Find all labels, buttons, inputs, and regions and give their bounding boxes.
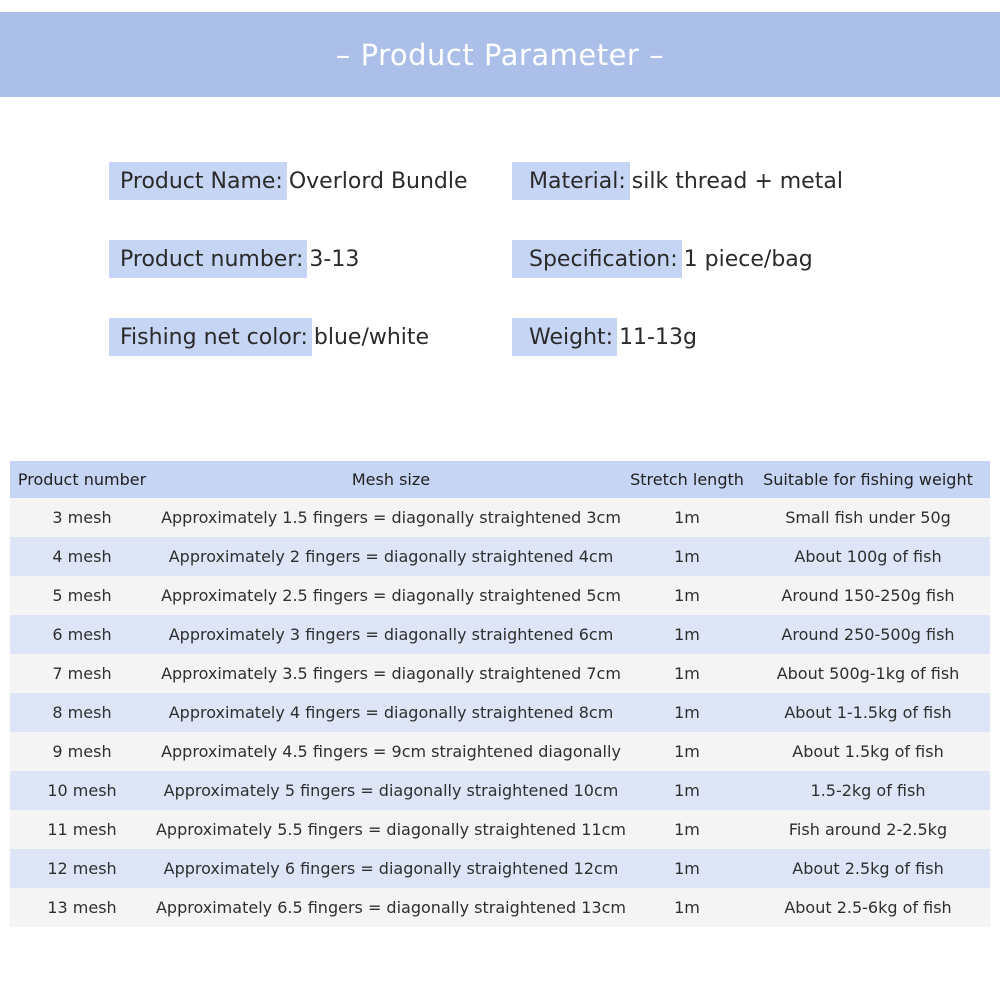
table-cell: 1.5-2kg of fish <box>746 771 990 810</box>
table-row <box>10 732 990 771</box>
table-cell: Fish around 2-2.5kg <box>746 810 990 849</box>
param-label: Weight: <box>512 318 617 356</box>
param-value: blue/white <box>313 324 430 350</box>
table-row <box>10 576 990 615</box>
param-weight <box>512 318 697 356</box>
param-specification <box>512 240 813 278</box>
table-cell: 12 mesh <box>10 849 154 888</box>
table-cell: 9 mesh <box>10 732 154 771</box>
column-header: Product number <box>10 461 154 498</box>
param-label: Material: <box>512 162 630 200</box>
column-header: Stretch length <box>628 461 746 498</box>
param-value: 11-13g <box>619 324 697 350</box>
table-cell: 1m <box>628 732 746 771</box>
table-cell: Around 150-250g fish <box>746 576 990 615</box>
table-cell: Approximately 2.5 fingers = diagonally straightened 5cm <box>154 576 628 615</box>
table-row <box>10 654 990 693</box>
table-row <box>10 693 990 732</box>
table-cell: 8 mesh <box>10 693 154 732</box>
param-value: 1 piece/bag <box>683 246 813 272</box>
table-row <box>10 771 990 810</box>
table-cell: 5 mesh <box>10 576 154 615</box>
table-cell: About 2.5kg of fish <box>746 849 990 888</box>
param-material <box>512 162 843 200</box>
table-cell: Approximately 3.5 fingers = diagonally straightened 7cm <box>154 654 628 693</box>
table-cell: 13 mesh <box>10 888 154 927</box>
param-label: Fishing net color: <box>109 318 312 356</box>
param-label: Specification: <box>512 240 682 278</box>
table-cell: 1m <box>628 849 746 888</box>
param-net-color <box>109 318 429 356</box>
table-cell: 1m <box>628 654 746 693</box>
column-header: Suitable for fishing weight <box>746 461 990 498</box>
table-cell: 4 mesh <box>10 537 154 576</box>
column-header: Mesh size <box>154 461 628 498</box>
table-cell: 1m <box>628 888 746 927</box>
table-row <box>10 849 990 888</box>
table-cell: About 2.5-6kg of fish <box>746 888 990 927</box>
table-row <box>10 498 990 537</box>
table-cell: Approximately 6 fingers = diagonally straightened 12cm <box>154 849 628 888</box>
table-cell: About 1.5kg of fish <box>746 732 990 771</box>
table-cell: 1m <box>628 771 746 810</box>
table-cell: Approximately 4.5 fingers = 9cm straightened diagonally <box>154 732 628 771</box>
param-label: Product number: <box>109 240 307 278</box>
mesh-spec-table <box>10 461 990 927</box>
param-value: 3-13 <box>309 246 360 272</box>
param-product-number <box>109 240 359 278</box>
table-cell: 7 mesh <box>10 654 154 693</box>
table-cell: About 100g of fish <box>746 537 990 576</box>
table-cell: 1m <box>628 498 746 537</box>
header-banner <box>0 12 1000 97</box>
table-cell: Approximately 1.5 fingers = diagonally straightened 3cm <box>154 498 628 537</box>
table-row <box>10 537 990 576</box>
param-value: Overlord Bundle <box>288 168 468 194</box>
table-row <box>10 615 990 654</box>
table-cell: Small fish under 50g <box>746 498 990 537</box>
table-cell: 6 mesh <box>10 615 154 654</box>
table-row <box>10 888 990 927</box>
table-cell: About 1-1.5kg of fish <box>746 693 990 732</box>
table-cell: 1m <box>628 537 746 576</box>
table-cell: 10 mesh <box>10 771 154 810</box>
table-cell: Around 250-500g fish <box>746 615 990 654</box>
table-cell: 1m <box>628 615 746 654</box>
page-title: – Product Parameter – <box>335 37 665 72</box>
table-cell: About 500g-1kg of fish <box>746 654 990 693</box>
param-label: Product Name: <box>109 162 287 200</box>
param-value: silk thread + metal <box>631 168 843 194</box>
table-cell: 11 mesh <box>10 810 154 849</box>
table-row <box>10 810 990 849</box>
table-cell: Approximately 2 fingers = diagonally straightened 4cm <box>154 537 628 576</box>
table-cell: 1m <box>628 810 746 849</box>
table-cell: Approximately 3 fingers = diagonally straightened 6cm <box>154 615 628 654</box>
table-cell: 1m <box>628 576 746 615</box>
param-product-name <box>109 162 468 200</box>
table-cell: Approximately 4 fingers = diagonally straightened 8cm <box>154 693 628 732</box>
table-cell: Approximately 5.5 fingers = diagonally straightened 11cm <box>154 810 628 849</box>
table-cell: Approximately 6.5 fingers = diagonally straightened 13cm <box>154 888 628 927</box>
table-cell: 1m <box>628 693 746 732</box>
table-header-row <box>10 461 990 498</box>
table-cell: 3 mesh <box>10 498 154 537</box>
table-cell: Approximately 5 fingers = diagonally straightened 10cm <box>154 771 628 810</box>
